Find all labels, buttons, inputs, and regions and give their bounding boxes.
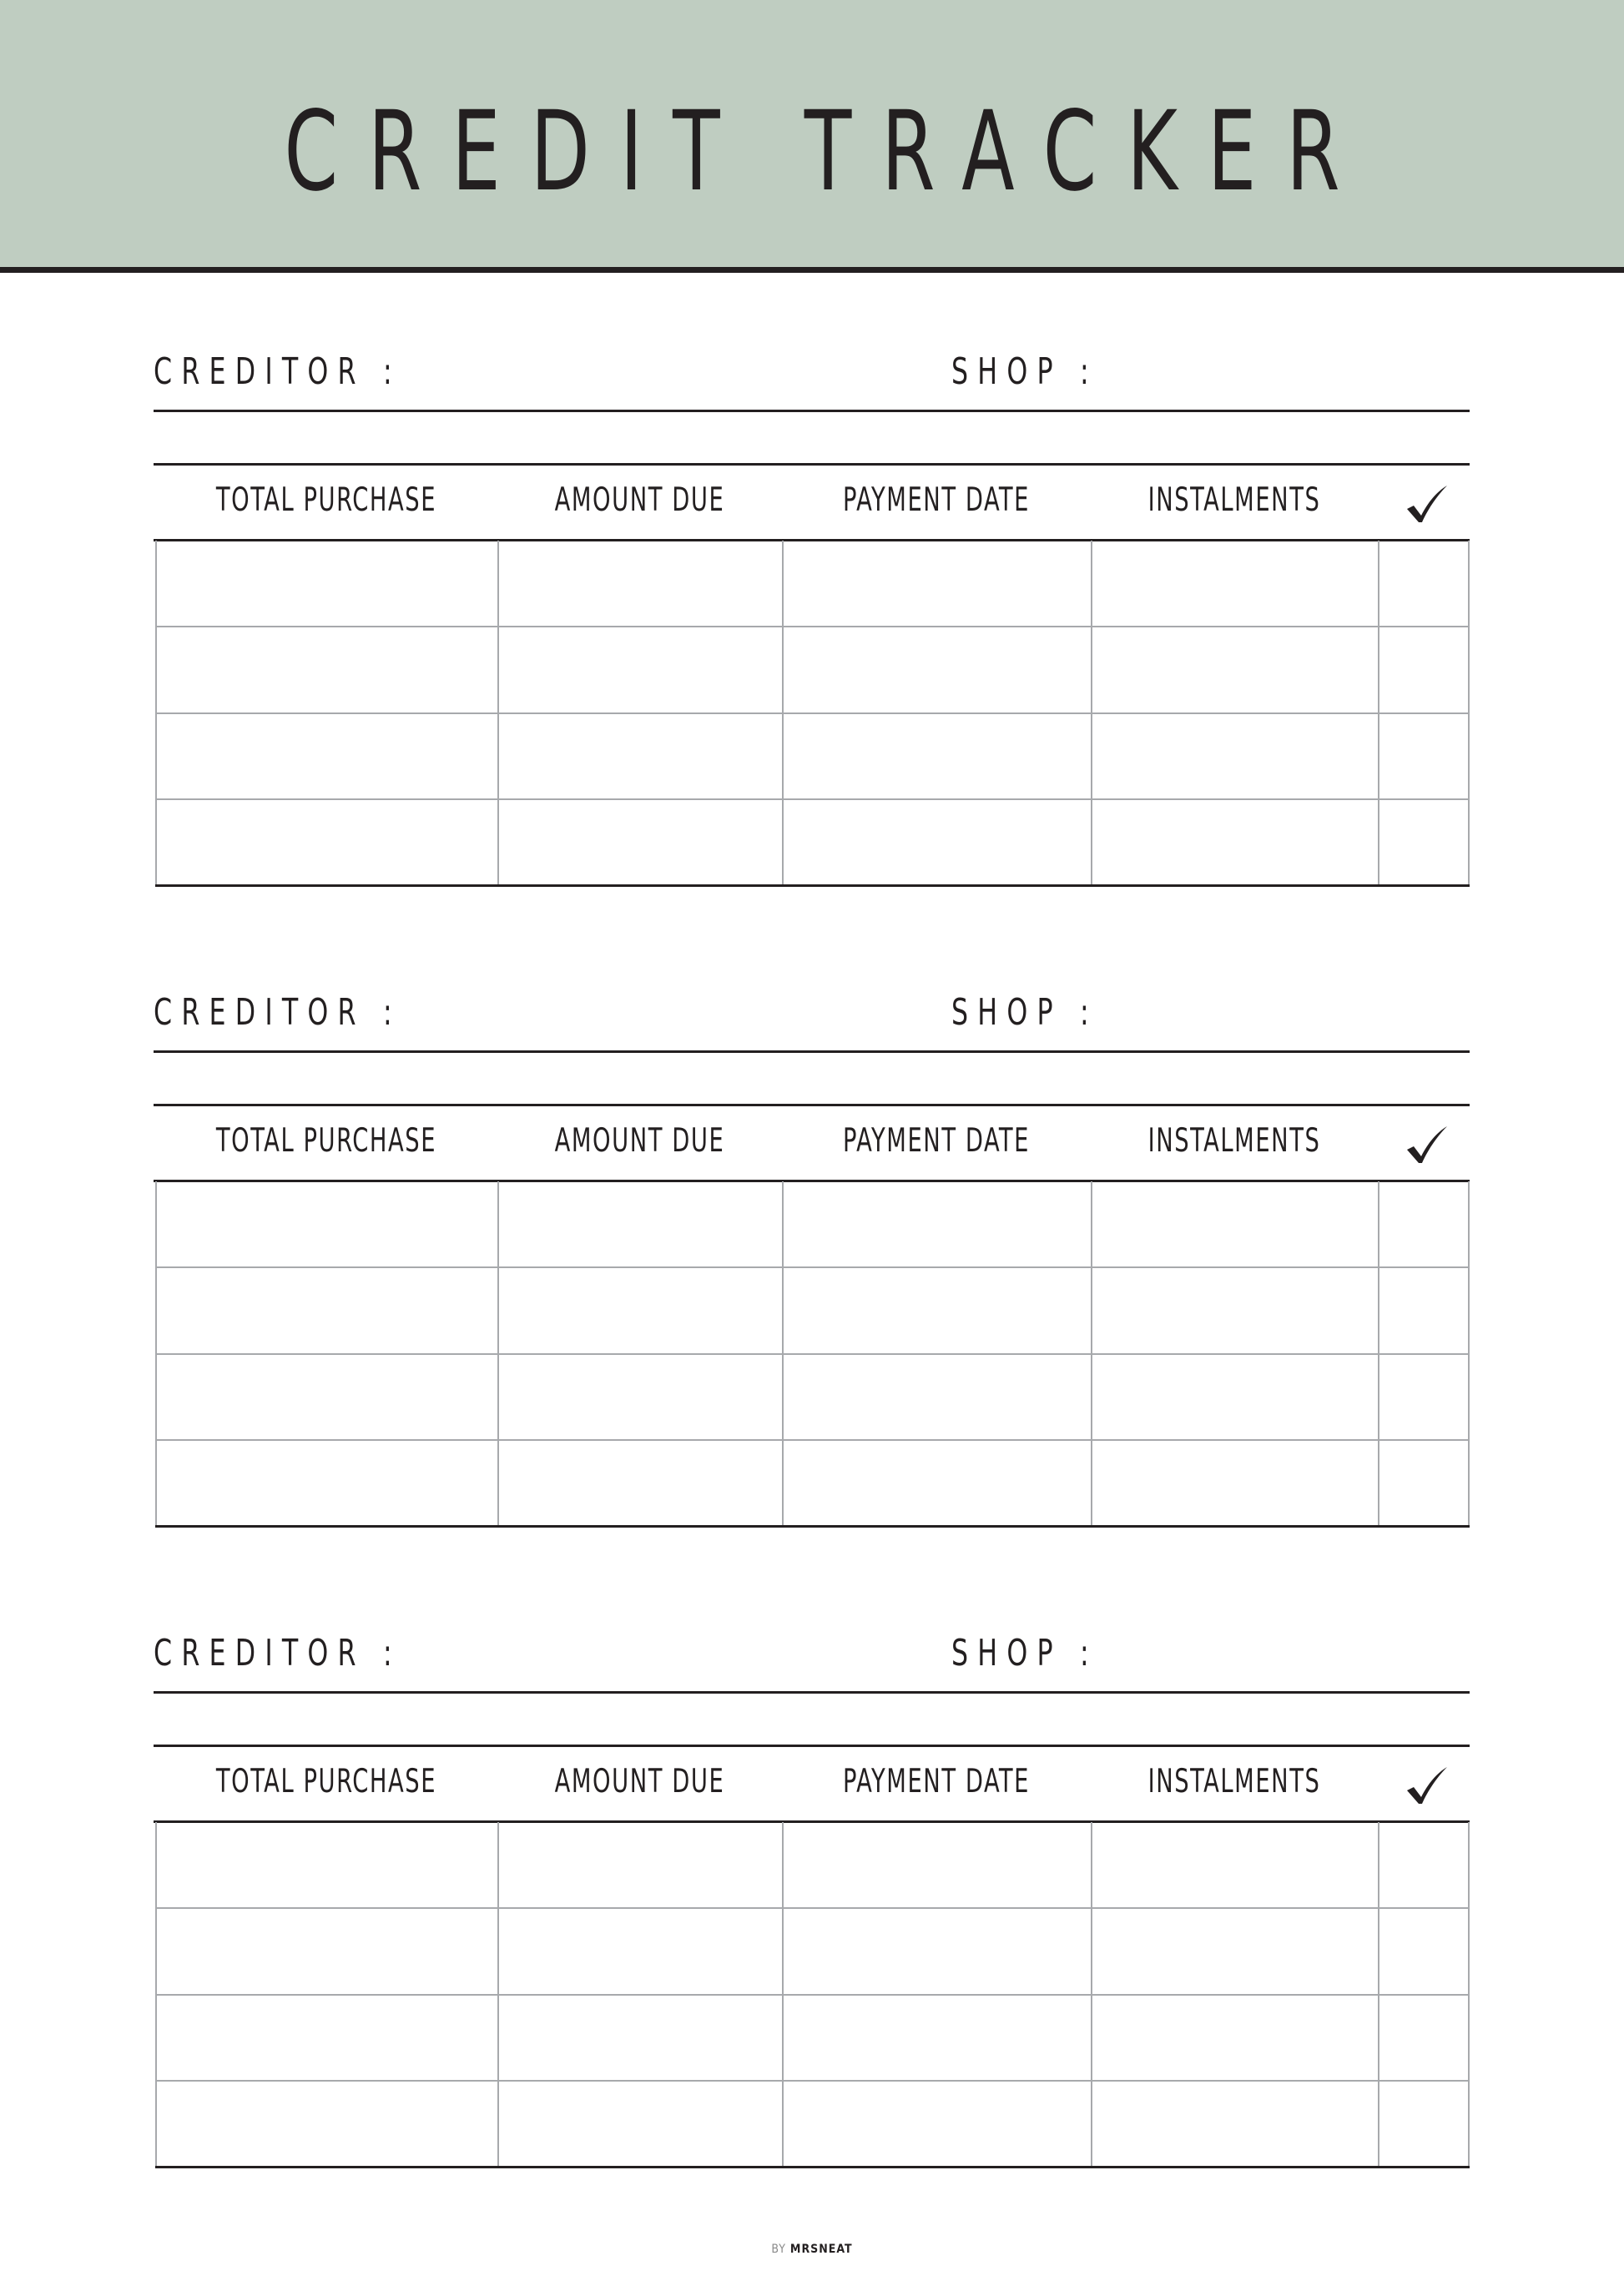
- check-cell[interactable]: [1379, 1996, 1466, 2080]
- tracker-section: [0, 1281, 1624, 1922]
- table-cell[interactable]: [784, 541, 1091, 626]
- table-cell[interactable]: [157, 2082, 497, 2164]
- table-cell[interactable]: [784, 1181, 1091, 1266]
- column-header-amount-due: AMOUNT DUE: [554, 481, 725, 519]
- table-cell[interactable]: [157, 1822, 497, 1907]
- column-header-total-purchase: TOTAL PURCHASE: [215, 1122, 437, 1160]
- table-top-rule: [154, 463, 1470, 466]
- footer-credit: [0, 2243, 1624, 2256]
- shop-label: SHOP :: [951, 991, 1098, 1034]
- column-header-instalments: INSTALMENTS: [1147, 481, 1321, 519]
- column-header-instalments: INSTALMENTS: [1147, 1122, 1321, 1160]
- table-right-border: [1468, 1822, 1470, 2166]
- column-header-instalments: INSTALMENTS: [1147, 1763, 1321, 1800]
- table-top-rule: [154, 1745, 1470, 1747]
- table-cell[interactable]: [1092, 1181, 1378, 1266]
- table-cell[interactable]: [157, 541, 497, 626]
- check-cell[interactable]: [1379, 541, 1466, 626]
- column-header-payment-date: PAYMENT DATE: [842, 1763, 1031, 1800]
- creditor-label: CREDITOR :: [154, 991, 401, 1034]
- table-cell[interactable]: [1092, 2082, 1378, 2164]
- table-cell[interactable]: [157, 1181, 497, 1266]
- tracker-section: [0, 641, 1624, 1281]
- check-cell[interactable]: [1379, 1822, 1466, 1907]
- column-header-payment-date: PAYMENT DATE: [842, 1122, 1031, 1160]
- table-cell[interactable]: [157, 1909, 497, 1994]
- column-header-total-purchase: TOTAL PURCHASE: [215, 1763, 437, 1800]
- table-cell[interactable]: [1092, 541, 1378, 626]
- table-cell[interactable]: [784, 2082, 1091, 2164]
- column-header-amount-due: AMOUNT DUE: [554, 1122, 725, 1160]
- table-cell[interactable]: [1092, 1822, 1378, 1907]
- column-header-payment-date: PAYMENT DATE: [842, 481, 1031, 519]
- table-cell[interactable]: [499, 1822, 782, 1907]
- check-cell[interactable]: [1379, 2082, 1466, 2164]
- check-mark-icon: [1405, 1765, 1449, 1805]
- table-cell[interactable]: [784, 1909, 1091, 1994]
- table-cell[interactable]: [499, 2082, 782, 2164]
- shop-label: SHOP :: [951, 350, 1098, 393]
- table-cell[interactable]: [499, 541, 782, 626]
- tracker-section: [0, 0, 1624, 641]
- creditor-label: CREDITOR :: [154, 350, 401, 393]
- table-top-rule: [154, 1104, 1470, 1106]
- footer-brand: MRSNEAT: [789, 2243, 853, 2256]
- check-cell[interactable]: [1379, 1181, 1466, 1266]
- check-cell[interactable]: [1379, 1909, 1466, 1994]
- table-cell[interactable]: [157, 1996, 497, 2080]
- table-cell[interactable]: [1092, 1909, 1378, 1994]
- column-header-amount-due: AMOUNT DUE: [554, 1763, 725, 1800]
- creditor-shop-line[interactable]: [154, 1691, 1470, 1694]
- table-cell[interactable]: [499, 1909, 782, 1994]
- creditor-label: CREDITOR :: [154, 1632, 401, 1674]
- creditor-shop-line[interactable]: [154, 410, 1470, 412]
- shop-label: SHOP :: [951, 1632, 1098, 1674]
- check-mark-icon: [1405, 1125, 1449, 1165]
- check-mark-icon: [1405, 484, 1449, 524]
- table-cell[interactable]: [499, 1996, 782, 2080]
- page-title: CREDIT TRACKER: [284, 88, 1370, 216]
- table-cell[interactable]: [784, 1996, 1091, 2080]
- column-header-total-purchase: TOTAL PURCHASE: [215, 481, 437, 519]
- footer-by: BY: [771, 2243, 786, 2256]
- table-cell[interactable]: [784, 1822, 1091, 1907]
- creditor-shop-line[interactable]: [154, 1050, 1470, 1053]
- table-bottom-rule: [155, 2166, 1470, 2168]
- table-cell[interactable]: [1092, 1996, 1378, 2080]
- table-cell[interactable]: [499, 1181, 782, 1266]
